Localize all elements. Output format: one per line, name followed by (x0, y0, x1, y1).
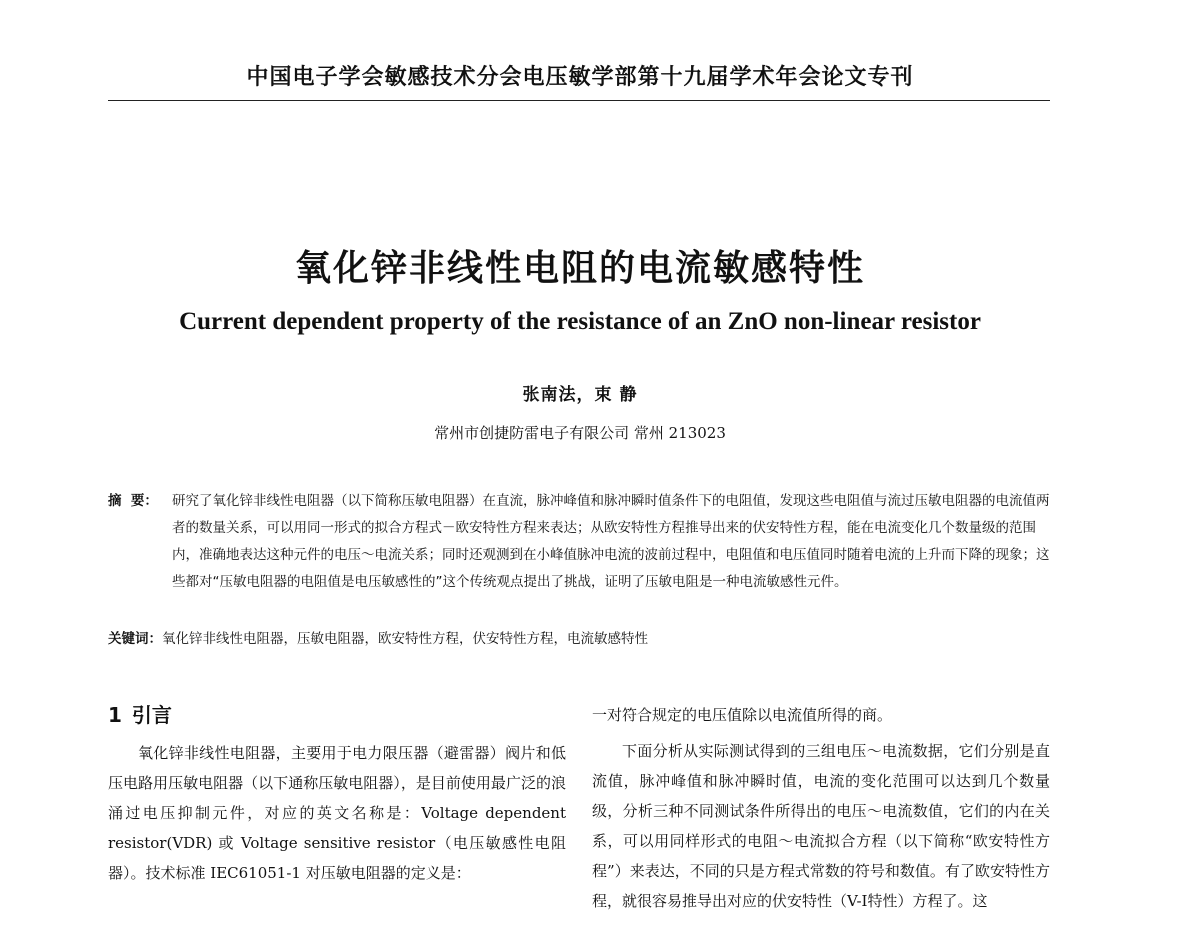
abstract-text: 研究了氧化锌非线性电阻器（以下简称压敏电阻器）在直流，脉冲峰值和脉冲瞬时值条件下的电阻值，发现这些电阻值与流过压敏电阻器的电流值两者的数量关系，可以用同一形式的拟合方程式－欧安特性方程来表达；从欧安特性方程推导出来的伏安特性方程，能在电流变化几个数量级的范围内，准确地表达这种元件的电压～电流关系；同时还观测到在小峰值脉冲电流的波前过程中，电阻值和电压值同时随着电流的上升而下降的现象；这些都对“压敏电阻器的电阻值是电压敏感性的”这个传统观点提出了挑战，证明了压敏电阻是一种电流敏感性元件。 (172, 493, 1050, 590)
affiliation: 常州市创捷防雷电子有限公司 常州 213023 (434, 424, 726, 442)
authors: 张南法，束 静 (522, 385, 638, 405)
abstract-row (108, 488, 1053, 596)
section-heading (108, 700, 566, 730)
paper-title-en: Current dependent property of the resistance of an ZnO non-linear resistor (179, 308, 981, 335)
left-column (108, 700, 566, 888)
section-title: 引言 (131, 703, 172, 727)
right-column (592, 700, 1050, 916)
definition-line: 一对符合规定的电压值除以电流值所得的商。 (592, 706, 893, 724)
header-rule (108, 100, 1050, 101)
keywords-text: 氧化锌非线性电阻器，压敏电阻器，欧安特性方程，伏安特性方程，电流敏感特性 (162, 631, 648, 647)
keywords (108, 626, 1053, 653)
intro-paragraph: 氧化锌非线性电阻器，主要用于电力限压器（避雷器）阀片和低压电路用压敏电阻器（以下通称压敏电阻器），是目前使用最广泛的浪涌过电压抑制元件，对应的英文名称是：Voltage dependent resistor(VDR) 或 Voltage sensitive resistor（电压敏感性电阻器）。技术标准 IEC61051-1 对压敏电阻器的定义是： (108, 744, 566, 882)
abstract-label: 摘 要： (108, 493, 158, 509)
analysis-paragraph: 下面分析从实际测试得到的三组电压～电流数据，它们分别是直流值，脉冲峰值和脉冲瞬时值，电流的变化范围可以达到几个数量级，分析三种不同测试条件所得出的电压～电流数值，它们的内在关系，可以用同样形式的电阻～电流拟合方程（以下简称“欧安特性方程”）来表达，不同的只是方程式常数的符号和数值。有了欧安特性方程，就很容易推导出对应的伏安特性（V-I特性）方程了。这 (592, 742, 1050, 910)
keywords-label: 关键词： (108, 631, 162, 647)
abstract (108, 488, 1053, 596)
section-number: 1 (108, 703, 122, 727)
journal-header: 中国电子学会敏感技术分会电压敏学部第十九届学术年会论文专刊 (246, 65, 914, 90)
paper-title-zh: 氧化锌非线性电阻的电流敏感特性 (294, 248, 865, 289)
